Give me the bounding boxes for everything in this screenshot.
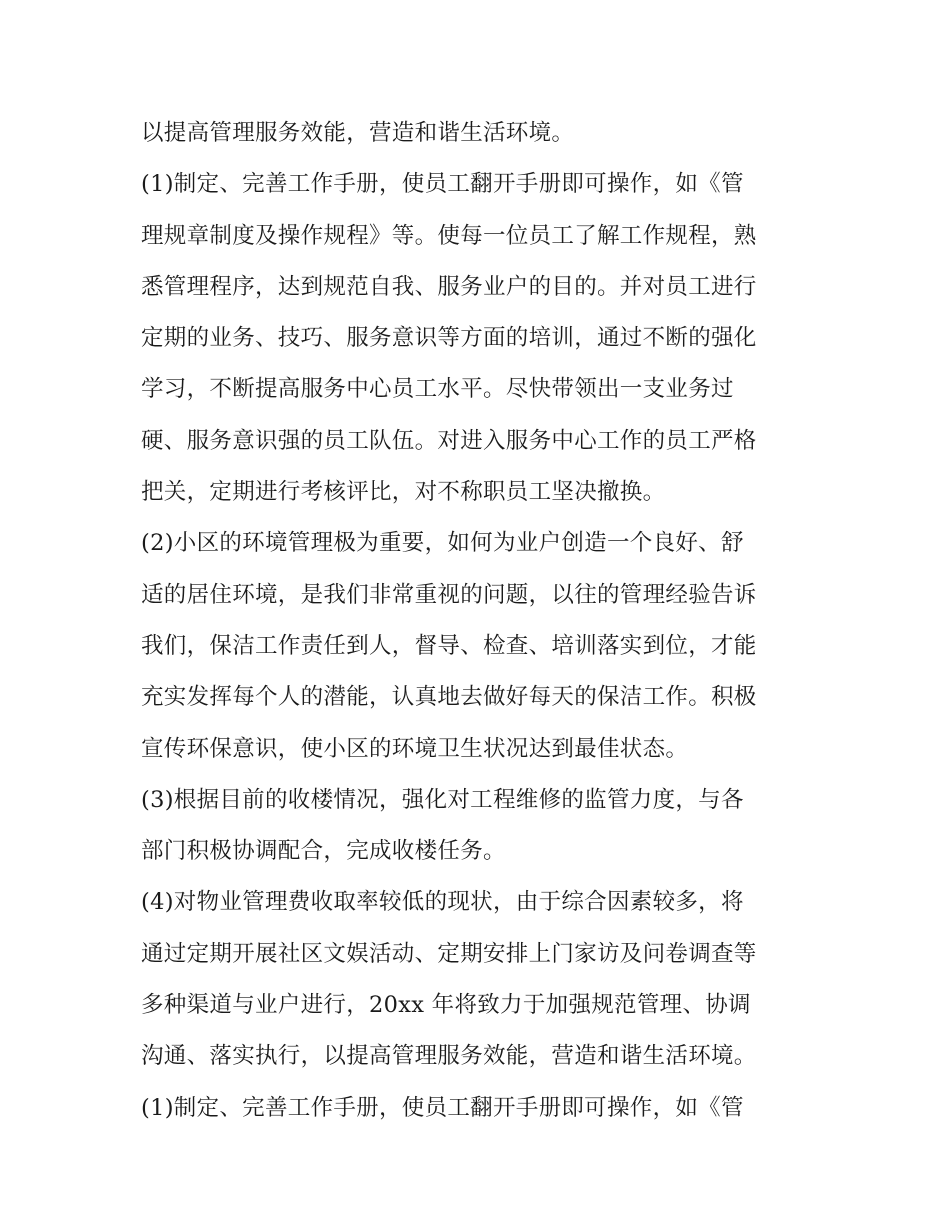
- text-line: 硬、服务意识强的员工队伍。对进入服务中心工作的员工严格: [141, 427, 757, 454]
- text-line: 宣传环保意识，使小区的环境卫生状况达到最佳状态。: [141, 735, 689, 762]
- text-line: 充实发挥每个人的潜能，认真地去做好每天的保洁工作。积极: [141, 684, 757, 711]
- text-line: (1)制定、完善工作手册，使员工翻开手册即可操作，如《管: [141, 1094, 744, 1121]
- text-line: 多种渠道与业户进行，20xx 年将致力于加强规范管理、协调: [141, 992, 751, 1019]
- text-line: 我们，保洁工作责任到人，督导、检查、培训落实到位，才能: [141, 632, 757, 659]
- text-line: 把关，定期进行考核评比，对不称职员工坚决撤换。: [141, 479, 666, 506]
- text-line: 适的居住环境，是我们非常重视的问题，以往的管理经验告诉: [141, 581, 757, 608]
- text-line: 定期的业务、技巧、服务意识等方面的培训，通过不断的强化: [141, 325, 757, 352]
- text-line: 沟通、落实执行，以提高管理服务效能，营造和谐生活环境。: [141, 1043, 757, 1070]
- text-line: 理规章制度及操作规程》等。使每一位员工了解工作规程，熟: [141, 222, 757, 249]
- text-line: 学习，不断提高服务中心员工水平。尽快带领出一支业务过: [141, 376, 734, 403]
- text-line: (3)根据目前的收楼情况，强化对工程维修的监管力度，与各: [141, 786, 744, 813]
- text-line: (4)对物业管理费收取率较低的现状，由于综合因素较多，将: [141, 889, 744, 916]
- text-line: 以提高管理服务效能，营造和谐生活环境。: [141, 120, 575, 146]
- document-body: [141, 108, 821, 1134]
- text-line: (2)小区的环境管理极为重要，如何为业户创造一个良好、舒: [141, 530, 744, 557]
- text-line: 悉管理程序，达到规范自我、服务业户的目的。并对员工进行: [141, 273, 757, 300]
- text-line: 部门积极协调配合，完成收楼任务。: [141, 838, 506, 865]
- text-line: (1)制定、完善工作手册，使员工翻开手册即可操作，如《管: [141, 171, 744, 198]
- text-line: 通过定期开展社区文娱活动、定期安排上门家访及问卷调查等: [141, 940, 757, 967]
